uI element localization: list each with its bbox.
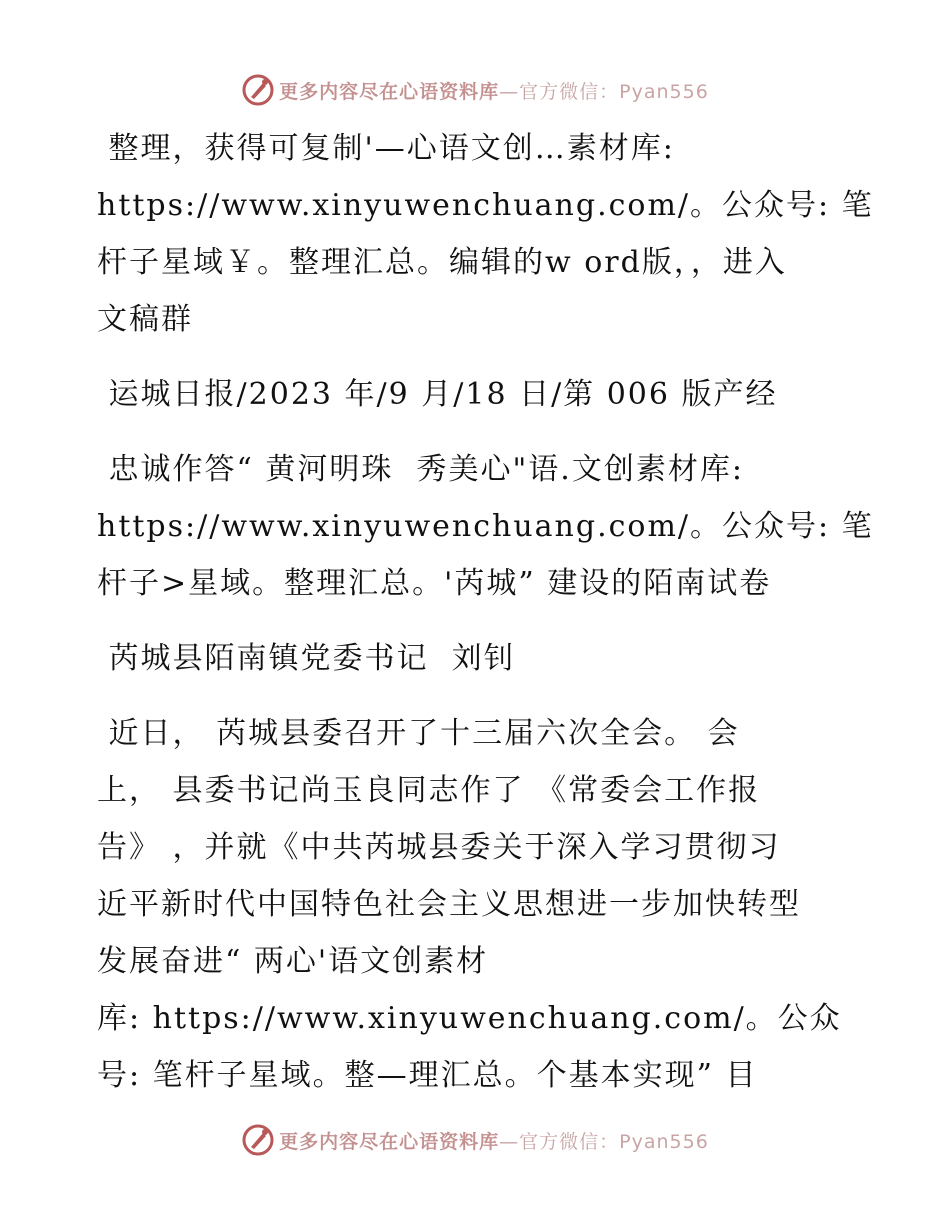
paragraph [97, 441, 874, 612]
quill-logo-icon [241, 73, 275, 107]
text-line: https://www.xinyuwenchuang.com/。公众号: 笔 [97, 509, 874, 544]
text-line: 发展奋进“ 两心'语文创素材 [97, 944, 489, 979]
footer-watermark [0, 1120, 950, 1160]
text-line: 上， 县委书记尚玉良同志作了 《常委会工作报 [97, 773, 761, 808]
paragraph [97, 705, 857, 1104]
header-watermark [0, 70, 950, 110]
paragraph [97, 366, 857, 423]
text-line: 芮城县陌南镇党委书记 刘钊 [97, 641, 516, 676]
text-line: 号: 笔杆子星域。整—理汇总。个基本实现” 目 [97, 1058, 758, 1093]
text-line: https://www.xinyuwenchuang.com/。公众号: 笔 [97, 188, 874, 223]
text-line: 库: https://www.xinyuwenchuang.com/。公众 [97, 1001, 842, 1036]
watermark-text [279, 1127, 709, 1154]
text-line: 告》 ，并就《中共芮城县委关于深入学习贯彻习 [97, 830, 781, 865]
text-line: 运城日报/2023 年/9 月/18 日/第 006 版产经 [97, 377, 778, 412]
text-line: 近日， 芮城县委召开了十三届六次全会。 会 [97, 716, 740, 751]
text-line: 杆子星域￥。整理汇总。编辑的w ord版，，进入 [97, 245, 787, 280]
paragraph [97, 120, 874, 348]
text-line: 杆子>星域。整理汇总。'芮城” 建设的陌南试卷 [97, 566, 772, 601]
text-line: 近平新时代中国特色社会主义思想进一步加快转型 [97, 887, 801, 922]
text-line: 文稿群 [97, 302, 193, 337]
paragraph [97, 630, 857, 687]
watermark-wechat: —官方微信：Pyan556 [499, 1130, 709, 1153]
quill-logo-icon [241, 1123, 275, 1157]
text-line: 整理，获得可复制'—心语文创…素材库: [97, 131, 675, 166]
watermark-wechat: —官方微信：Pyan556 [499, 80, 709, 103]
text-line: 忠诚作答“ 黄河明珠 秀美心"语.文创素材库: [97, 452, 744, 487]
watermark-site: 更多内容尽在心语资料库 [279, 80, 500, 103]
watermark-text [279, 77, 709, 104]
document-body [97, 120, 874, 1122]
watermark-site: 更多内容尽在心语资料库 [279, 1130, 500, 1153]
